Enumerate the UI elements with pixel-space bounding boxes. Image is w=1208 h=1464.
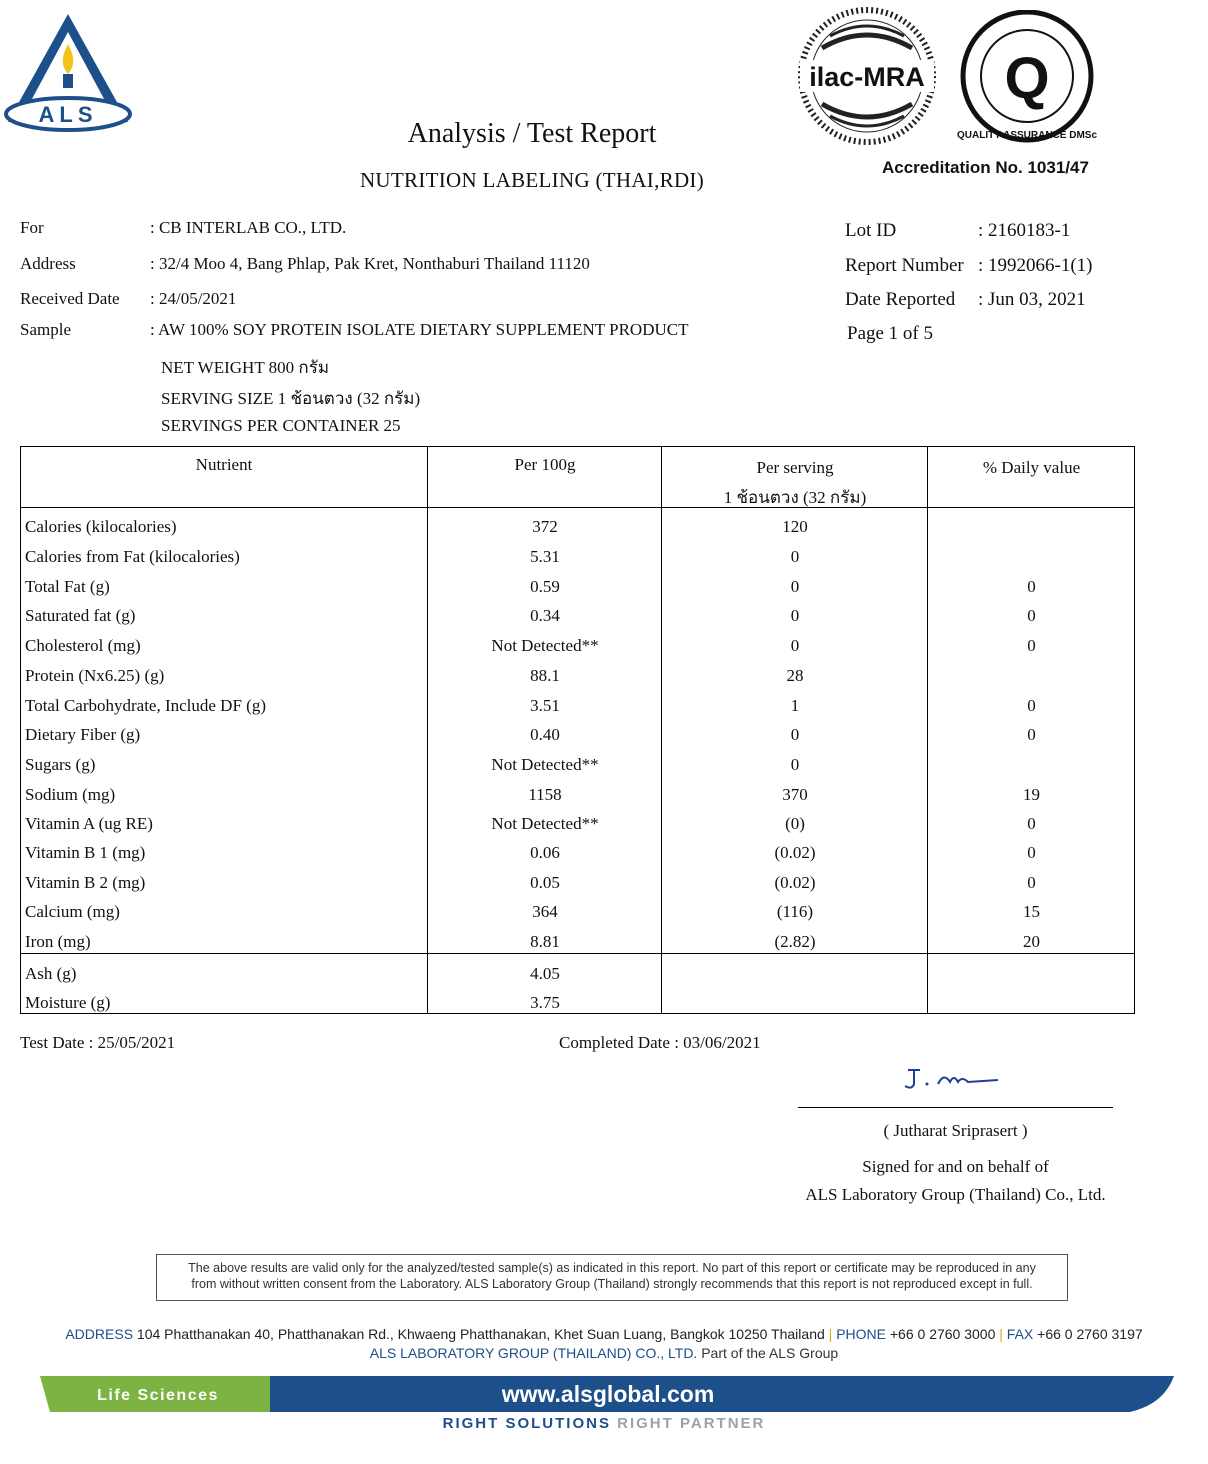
completed-date: Completed Date : 03/06/2021 <box>559 1033 761 1052</box>
row-per-100g: 3.75 <box>530 993 560 1012</box>
row-per-100g: 364 <box>532 902 558 921</box>
row-daily-value: 0 <box>1027 606 1036 625</box>
servings-per-container: SERVINGS PER CONTAINER 25 <box>161 416 401 435</box>
footer-company-line <box>0 1345 1208 1361</box>
row-nutrient: Dietary Fiber (g) <box>25 725 141 744</box>
footer-tagline <box>0 1415 1208 1432</box>
footer-address-line <box>0 1326 1208 1342</box>
report-title: Analysis / Test Report <box>407 118 657 149</box>
row-per-serving: 0 <box>790 577 800 596</box>
received-date-label: Received Date <box>20 289 120 308</box>
row-daily-value: 0 <box>1027 814 1036 833</box>
sample-value: : AW 100% SOY PROTEIN ISOLATE DIETARY SUPPLEMENT PRODUCT <box>150 320 689 339</box>
row-per-100g: Not Detected** <box>491 755 599 774</box>
row-per-serving: 0 <box>790 547 800 566</box>
row-nutrient: Total Carbohydrate, Include DF (g) <box>25 696 266 715</box>
received-date-value: : 24/05/2021 <box>150 289 237 308</box>
company-name: ALS LABORATORY GROUP (THAILAND) CO., LTD. <box>369 1345 698 1361</box>
sample-label: Sample <box>20 320 71 339</box>
address-label: Address <box>20 254 76 273</box>
date-reported-label: Date Reported <box>845 289 956 310</box>
signer-name: ( Jutharat Sriprasert ) <box>883 1121 1028 1140</box>
row-per-100g: 88.1 <box>530 666 560 685</box>
serving-size: SERVING SIZE 1 ช้อนตวง (32 กรัม) <box>161 389 421 408</box>
row-per-serving: 370 <box>782 785 808 804</box>
svg-text:Q: Q <box>1004 46 1050 111</box>
phone-label: PHONE <box>836 1326 886 1342</box>
table-divider <box>21 953 1134 954</box>
row-per-100g: 0.06 <box>530 843 560 862</box>
row-per-serving: 120 <box>782 517 808 536</box>
row-nutrient: Iron (mg) <box>25 932 91 951</box>
signature-line <box>798 1107 1113 1108</box>
header-per-serving: Per serving <box>756 458 834 477</box>
table-divider <box>21 507 1134 508</box>
tagline-dark: RIGHT SOLUTIONS <box>442 1415 611 1432</box>
lot-id-value: : 2160183-1 <box>978 220 1071 241</box>
address-value: : 32/4 Moo 4, Bang Phlap, Pak Kret, Nonthaburi Thailand 11120 <box>150 254 590 273</box>
row-per-100g: 4.05 <box>530 964 560 983</box>
svg-text:ilac-MRA: ilac-MRA <box>809 62 925 92</box>
qdms-quality-seal <box>956 10 1098 146</box>
separator: | <box>828 1326 833 1342</box>
row-per-serving: 28 <box>786 666 804 685</box>
fax-label: FAX <box>1006 1326 1034 1342</box>
phone-number: +66 0 2760 3000 <box>889 1326 996 1342</box>
header-per-serving-unit: 1 ช้อนตวง (32 กรัม) <box>723 488 867 507</box>
row-daily-value: 19 <box>1023 785 1040 804</box>
row-nutrient: Sugars (g) <box>25 755 96 774</box>
row-nutrient: Total Fat (g) <box>25 577 110 596</box>
row-daily-value: 0 <box>1027 696 1036 715</box>
row-nutrient: Protein (Nx6.25) (g) <box>25 666 165 685</box>
header-per-100g: Per 100g <box>514 455 576 474</box>
svg-text:ALS: ALS <box>38 102 98 127</box>
row-daily-value: 0 <box>1027 843 1036 862</box>
row-nutrient: Calories (kilocalories) <box>25 517 177 536</box>
signed-company: ALS Laboratory Group (Thailand) Co., Ltd. <box>805 1185 1106 1204</box>
row-per-serving: 0 <box>790 636 800 655</box>
report-number-value: : 1992066-1(1) <box>978 255 1093 276</box>
als-logo <box>4 10 132 132</box>
row-per-100g: Not Detected** <box>491 814 599 833</box>
row-daily-value: 0 <box>1027 577 1036 596</box>
row-per-100g: 1158 <box>528 785 562 804</box>
website-url: www.alsglobal.com <box>501 1381 715 1407</box>
row-nutrient: Ash (g) <box>25 964 77 983</box>
row-per-serving: (116) <box>776 902 814 921</box>
row-nutrient: Saturated fat (g) <box>25 606 136 625</box>
row-nutrient: Vitamin B 1 (mg) <box>25 843 146 862</box>
row-per-100g: 8.81 <box>530 932 560 951</box>
report-number-label: Report Number <box>845 255 964 276</box>
net-weight: NET WEIGHT 800 กรัม <box>161 358 330 377</box>
row-nutrient: Vitamin B 2 (mg) <box>25 873 146 892</box>
footer-banner <box>40 1374 1174 1414</box>
row-nutrient: Sodium (mg) <box>25 785 116 804</box>
row-nutrient: Moisture (g) <box>25 993 111 1012</box>
row-per-serving: 0 <box>790 606 800 625</box>
address-text-footer: 104 Phatthanakan 40, Phatthanakan Rd., Khwaeng Phatthanakan, Khet Suan Luang, Bangkok 10250 Thailand <box>136 1326 825 1342</box>
row-nutrient: Vitamin A (ug RE) <box>25 814 153 833</box>
row-per-serving: 1 <box>790 696 800 715</box>
row-per-serving: 0 <box>790 725 800 744</box>
fax-number: +66 0 2760 3197 <box>1037 1326 1143 1342</box>
tagline-light: RIGHT PARTNER <box>617 1415 766 1432</box>
svg-text:QUALITY ASSURANCE DMSc: QUALITY ASSURANCE DMSc <box>956 130 1098 141</box>
row-per-100g: 3.51 <box>530 696 560 715</box>
row-per-serving: (0) <box>785 814 805 833</box>
row-per-serving: (2.82) <box>774 932 816 951</box>
row-daily-value: 0 <box>1027 873 1036 892</box>
for-value: : CB INTERLAB CO., LTD. <box>150 218 347 237</box>
row-nutrient: Calcium (mg) <box>25 902 120 921</box>
row-per-100g: 0.40 <box>530 725 560 744</box>
row-per-100g: 5.31 <box>530 547 560 566</box>
row-nutrient: Calories from Fat (kilocalories) <box>25 547 240 566</box>
group-text: Part of the ALS Group <box>701 1345 839 1361</box>
separator: | <box>999 1326 1003 1342</box>
row-daily-value: 0 <box>1027 636 1036 655</box>
row-nutrient: Cholesterol (mg) <box>25 636 141 655</box>
disclaimer-box <box>156 1254 1068 1301</box>
nutrition-table <box>20 446 1135 1014</box>
row-daily-value: 0 <box>1027 725 1036 744</box>
row-daily-value: 20 <box>1023 932 1040 951</box>
test-date: Test Date : 25/05/2021 <box>20 1033 176 1052</box>
row-per-100g: 0.05 <box>530 873 560 892</box>
life-sciences-label: Life Sciences <box>97 1387 219 1404</box>
header-daily-value: % Daily value <box>982 458 1081 477</box>
ilac-mra-seal <box>796 6 938 146</box>
page-indicator: Page 1 of 5 <box>847 323 934 344</box>
disclaimer-line-1: The above results are valid only for the analyzed/tested sample(s) as indicated in this report. No part of this report or certificate may be reproduced in any <box>188 1261 1036 1275</box>
report-subtitle: NUTRITION LABELING (THAI,RDI) <box>359 168 705 192</box>
for-label: For <box>20 218 44 237</box>
date-reported-value: : Jun 03, 2021 <box>978 289 1086 310</box>
row-per-100g: 0.59 <box>530 577 560 596</box>
disclaimer-line-2: from without written consent from the Laboratory. ALS Laboratory Group (Thailand) strongly recommends that this report is not reproduced except in full. <box>191 1277 1033 1291</box>
row-per-100g: 372 <box>532 517 558 536</box>
row-per-100g: 0.34 <box>530 606 560 625</box>
row-per-serving: 0 <box>790 755 800 774</box>
lot-id-label: Lot ID <box>845 220 897 241</box>
row-per-serving: (0.02) <box>774 843 816 862</box>
signed-on-behalf: Signed for and on behalf of <box>862 1157 1049 1176</box>
row-per-serving: (0.02) <box>774 873 816 892</box>
header-nutrient: Nutrient <box>195 455 253 474</box>
row-daily-value: 15 <box>1023 902 1040 921</box>
row-per-100g: Not Detected** <box>491 636 599 655</box>
signature-scribble <box>900 1064 1004 1094</box>
address-label-footer: ADDRESS <box>65 1326 134 1342</box>
accreditation-number: Accreditation No. 1031/47 <box>882 158 1089 177</box>
